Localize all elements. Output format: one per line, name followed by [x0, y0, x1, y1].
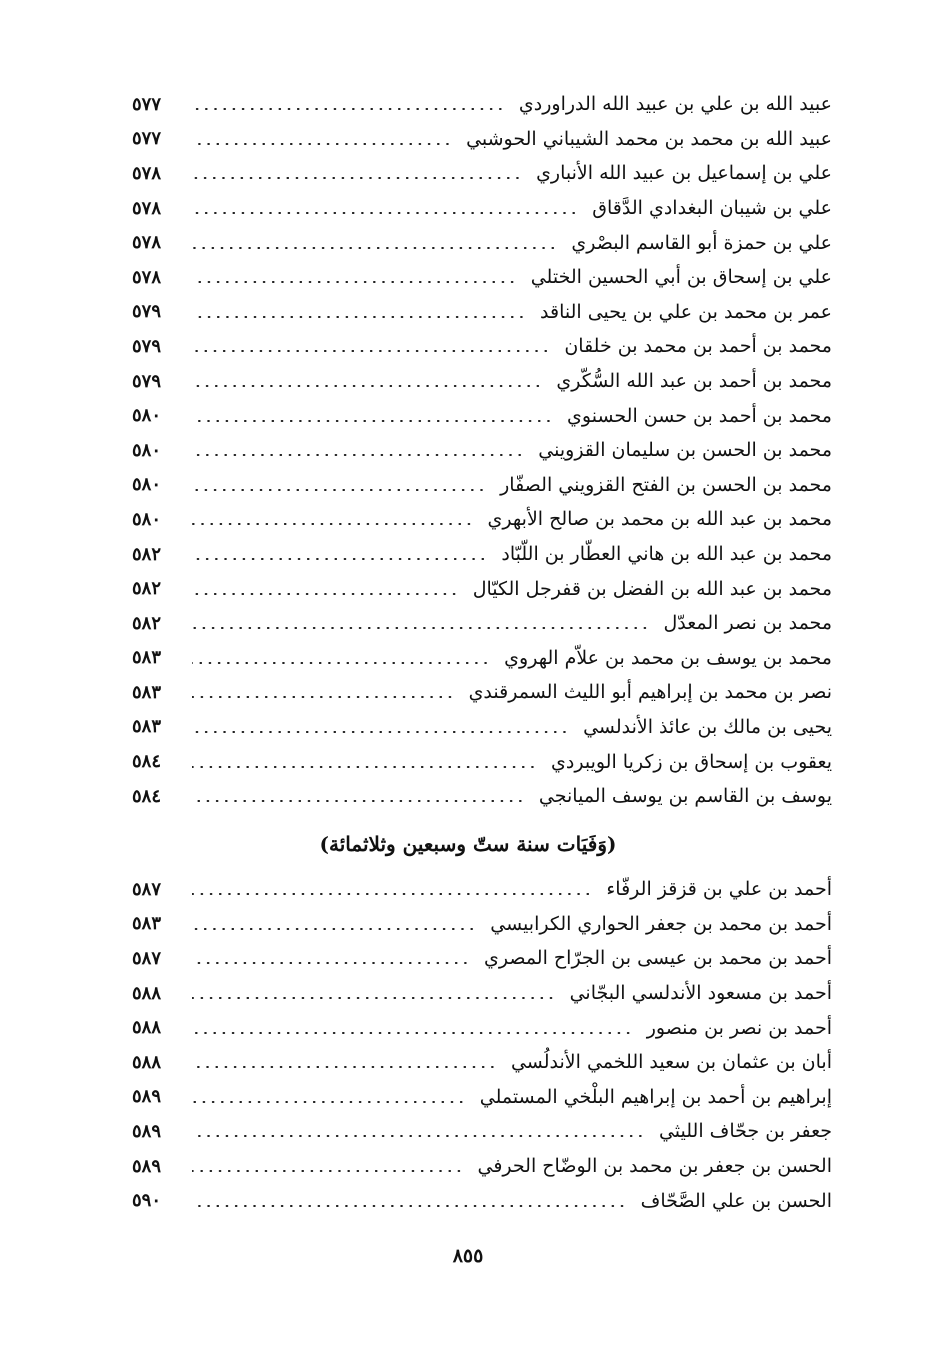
dot-leader [192, 454, 524, 456]
entry-name: محمد بن أحمد بن محمد بن خلقان [564, 335, 832, 358]
entry-page-number: ٥٨٣ [132, 681, 162, 703]
entry-page-number: ٥٨٧ [132, 947, 162, 969]
index-entry [132, 468, 832, 503]
entry-name: علي بن شيبان البغدادي الدَّقاق [592, 197, 832, 220]
dot-leader [192, 593, 459, 595]
entry-name: الحسن بن علي الصَّحّاف [640, 1189, 832, 1212]
index-entry [132, 744, 832, 779]
entry-name: الحسن بن جعفر بن محمد بن الوضّاح الحرفي [477, 1155, 832, 1178]
entry-name: أحمد بن مسعود الأندلسي البجّاني [569, 982, 832, 1005]
index-entry [132, 329, 832, 364]
index-entry [132, 1045, 832, 1080]
dot-leader [192, 281, 517, 283]
dot-leader [192, 247, 557, 249]
entry-name: نصر بن محمد بن إبراهيم أبو الليث السمرقندي [468, 681, 832, 704]
index-entry [132, 779, 832, 814]
entry-page-number: ٥٨٢ [132, 612, 162, 634]
entry-page-number: ٥٨٠ [132, 474, 162, 496]
entry-name: عبيد الله بن محمد بن محمد الشيباني الحوشبي [466, 127, 832, 150]
entry-name: محمد بن الحسن بن الفتح القزويني الصفّار [500, 473, 832, 496]
dot-leader [192, 1170, 464, 1172]
entry-name: يعقوب بن إسحاق بن زكريا الويبردي [551, 750, 832, 773]
dot-leader [192, 523, 474, 525]
index-entry [132, 907, 832, 942]
index-entry [132, 1149, 832, 1184]
entry-page-number: ٥٧٩ [132, 335, 162, 357]
dot-leader [192, 108, 505, 110]
entry-name: عمر بن محمد بن علي بن يحيى الناقد [540, 300, 832, 323]
dot-leader [192, 731, 569, 733]
entry-name: جعفر بن جحّاف الليثي [658, 1120, 832, 1143]
entry-page-number: ٥٨٩ [132, 1155, 162, 1177]
entry-page-number: ٥٧٧ [132, 93, 162, 115]
index-entry [132, 976, 832, 1011]
entry-page-number: ٥٨٨ [132, 982, 162, 1004]
entry-page-number: ٥٧٨ [132, 162, 162, 184]
entry-page-number: ٥٧٧ [132, 128, 162, 150]
index-entry [132, 1010, 832, 1045]
entry-page-number: ٥٨٨ [132, 1017, 162, 1039]
entry-page-number: ٥٨٠ [132, 439, 162, 461]
index-entry [132, 225, 832, 260]
entry-name: محمد بن أحمد بن حسن الحسنوي [567, 404, 832, 427]
index-entry [132, 191, 832, 226]
index-list-2 [132, 872, 832, 1218]
entry-page-number: ٥٨٧ [132, 878, 162, 900]
dot-leader [192, 1101, 466, 1103]
dot-leader [192, 800, 525, 802]
entry-page-number: ٥٧٨ [132, 266, 162, 288]
dot-leader [192, 385, 542, 387]
entry-page-number: ٥٨٣ [132, 716, 162, 738]
dot-leader [192, 1135, 645, 1137]
entry-page-number: ٥٨٢ [132, 543, 162, 565]
dot-leader [192, 997, 556, 999]
entry-page-number: ٥٨٠ [132, 508, 162, 530]
entry-name: أبان بن عثمان بن سعيد اللخمي الأندلُسي [510, 1051, 832, 1074]
dot-leader [192, 766, 537, 768]
page-number: ٨٥٥ [452, 1245, 484, 1267]
index-entry [132, 364, 832, 399]
index-entry [132, 122, 832, 157]
section-heading: (وَفَيَات سنة ستّ وسبعين وثلاثمائة) [319, 832, 617, 856]
dot-leader [192, 962, 470, 964]
index-list-1 [132, 87, 832, 813]
entry-page-number: ٥٨٨ [132, 1051, 162, 1073]
entry-name: أحمد بن محمد بن عيسى بن الجرّاح المصري [483, 947, 832, 970]
dot-leader [192, 177, 522, 179]
entry-name: إبراهيم بن أحمد بن إبراهيم البلْخي المستملي [479, 1085, 832, 1108]
entry-name: يحيى بن مالك بن عائذ الأندلسي [583, 715, 832, 738]
entry-page-number: ٥٧٩ [132, 370, 162, 392]
entry-name: علي بن إسماعيل بن عبيد الله الأنباري [536, 162, 832, 185]
index-entry [132, 1183, 832, 1218]
dot-leader [192, 212, 578, 214]
entry-page-number: ٥٨٣ [132, 647, 162, 669]
entry-page-number: ٥٨٩ [132, 1120, 162, 1142]
index-entry [132, 260, 832, 295]
dot-leader [192, 1032, 633, 1034]
index-entry [132, 710, 832, 745]
entry-name: أحمد بن علي بن قزقز الرفّاء [606, 878, 832, 901]
dot-leader [192, 558, 487, 560]
dot-leader [192, 627, 649, 629]
entry-page-number: ٥٧٨ [132, 232, 162, 254]
dot-leader [192, 662, 490, 664]
dot-leader [192, 350, 550, 352]
index-entry [132, 872, 832, 907]
index-entry [132, 502, 832, 537]
entry-page-number: ٥٨٢ [132, 578, 162, 600]
dot-leader [192, 696, 455, 698]
index-entry [132, 675, 832, 710]
entry-page-number: ٥٨٩ [132, 1086, 162, 1108]
index-entry [132, 433, 832, 468]
entry-page-number: ٥٨٤ [132, 751, 162, 773]
entry-name: محمد بن نصر المعدّل [663, 612, 832, 635]
index-entry [132, 87, 832, 122]
index-entry [132, 537, 832, 572]
index-entry [132, 1114, 832, 1149]
entry-page-number: ٥٧٩ [132, 301, 162, 323]
dot-leader [192, 143, 452, 145]
dot-leader [192, 893, 592, 895]
index-entry [132, 295, 832, 330]
entry-name: محمد بن عبد الله بن الفضل بن قفرجل الكيّال [472, 577, 832, 600]
entry-page-number: ٥٨٠ [132, 405, 162, 427]
entry-name: محمد بن عبد الله بن هاني العطّار بن اللّبّاد [501, 543, 832, 566]
entry-name: عبيد الله بن علي بن عبيد الله الدراوردي [518, 93, 832, 116]
entry-name: محمد بن عبد الله بن محمد بن صالح الأبهري [487, 508, 832, 531]
entry-name: أحمد بن محمد بن جعفر الحواري الكرابيسي [490, 912, 832, 935]
entry-page-number: ٥٨٣ [132, 913, 162, 935]
dot-leader [192, 316, 526, 318]
dot-leader [192, 1205, 627, 1207]
entry-name: محمد بن يوسف بن محمد بن علاّم الهروي [504, 646, 832, 669]
entry-name: يوسف بن القاسم بن يوسف الميانجي [538, 785, 832, 808]
entry-name: محمد بن أحمد بن عبد الله السُّكّري [556, 370, 832, 393]
index-entry [132, 571, 832, 606]
index-entry [132, 156, 832, 191]
entry-name: علي بن حمزة أبو القاسم البصْري [571, 231, 832, 254]
dot-leader [192, 489, 486, 491]
dot-leader [192, 1066, 497, 1068]
dot-leader [192, 928, 476, 930]
entry-name: محمد بن الحسن بن سليمان القزويني [538, 439, 832, 462]
index-entry [132, 641, 832, 676]
index-entry [132, 1080, 832, 1115]
entry-page-number: ٥٩٠ [132, 1190, 162, 1212]
entry-name: علي بن إسحاق بن أبي الحسين الختلي [530, 266, 832, 289]
dot-leader [192, 420, 553, 422]
entry-page-number: ٥٧٨ [132, 197, 162, 219]
index-entry [132, 398, 832, 433]
entry-name: أحمد بن نصر بن منصور [646, 1016, 832, 1039]
index-entry [132, 606, 832, 641]
entry-page-number: ٥٨٤ [132, 785, 162, 807]
index-entry [132, 941, 832, 976]
